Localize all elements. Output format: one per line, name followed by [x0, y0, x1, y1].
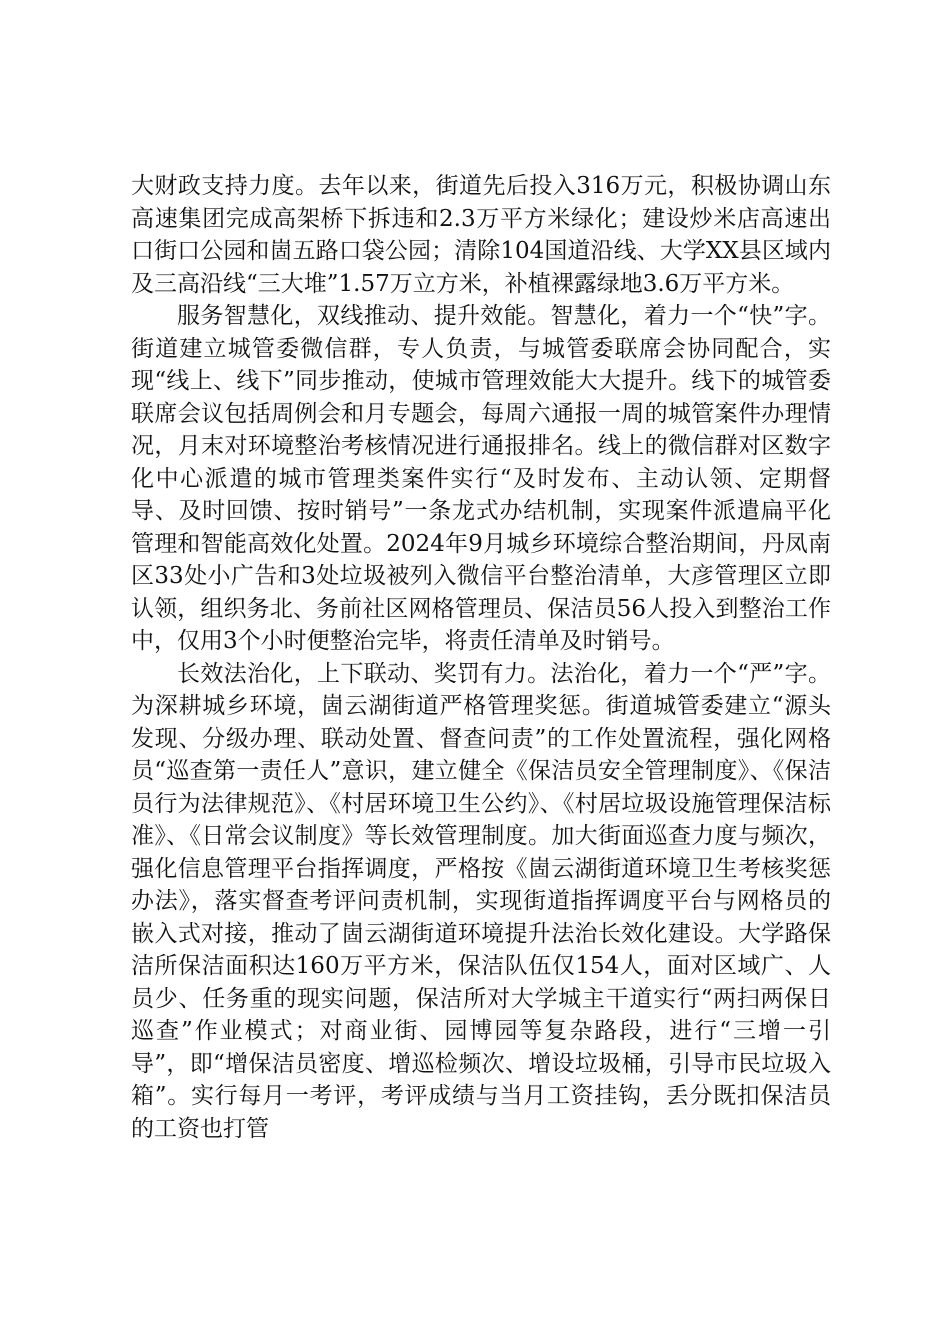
document-body — [131, 170, 831, 1145]
paragraph-smart-service: 服务智慧化，双线推动、提升效能。智慧化，着力一个“快”字。街道建立城管委微信群，专人负责，与城管委联席会协同配合，实现“线上、线下”同步推动，使城市管理效能大大提升。线下的城管委联席会议包括周例会和月专题会，每周六通报一周的城管案件办理情况，月末对环境整治考核情况进行通报排名。线上的微信群对区数字化中心派遣的城市管理类案件实行“及时发布、主动认领、定期督导、及时回馈、按时销号”一条龙式办结机制，实现案件派遣扁平化管理和智能高效化处置。2024年9月城乡环境综合整治期间，丹凤南区33处小广告和3处垃圾被列入微信平台整治清单，大彦管理区立即认领，组织务北、务前社区网格管理员、保洁员56人投入到整治工作中，仅用3个小时便整治完毕，将责任清单及时销号。 — [131, 303, 831, 654]
paragraph-financial-support: 大财政支持力度。去年以来，街道先后投入316万元，积极协调山东高速集团完成高架桥下拆违和2.3万平方米绿化；建设炒米店高速出口街口公园和崮五路口袋公园；清除104国道沿线、大学XX县区域内及三高沿线“三大堆”1.57万立方米，补植裸露绿地3.6万平方米。 — [131, 173, 831, 297]
paragraph-rule-of-law: 长效法治化，上下联动、奖罚有力。法治化，着力一个“严”字。为深耕城乡环境，崮云湖街道严格管理奖惩。街道城管委建立“源头发现、分级办理、联动处置、督查问责”的工作处置流程，强化网格员“巡查第一责任人”意识，建立健全《保洁员安全管理制度》、《保洁员行为法律规范》、《村居环境卫生公约》、《村居垃圾设施管理保洁标准》、《日常会议制度》等长效管理制度。加大街面巡查力度与频次，强化信息管理平台指挥调度，严格按《崮云湖街道环境卫生考核奖惩办法》，落实督查考评问责机制，实现街道指挥调度平台与网格员的嵌入式对接，推动了崮云湖街道环境提升法治长效化建设。大学路保洁所保洁面积达160万平方米，保洁队伍仅154人，面对区域广、人员少、任务重的现实问题，保洁所对大学城主干道实行“两扫两保日巡查”作业模式；对商业街、园博园等复杂路段，进行“三增一引导”，即“增保洁员密度、增巡检频次、增设垃圾桶，引导市民垃圾入箱”。实行每月一考评，考评成绩与当月工资挂钩，丢分既扣保洁员的工资也打管 — [131, 660, 831, 1142]
